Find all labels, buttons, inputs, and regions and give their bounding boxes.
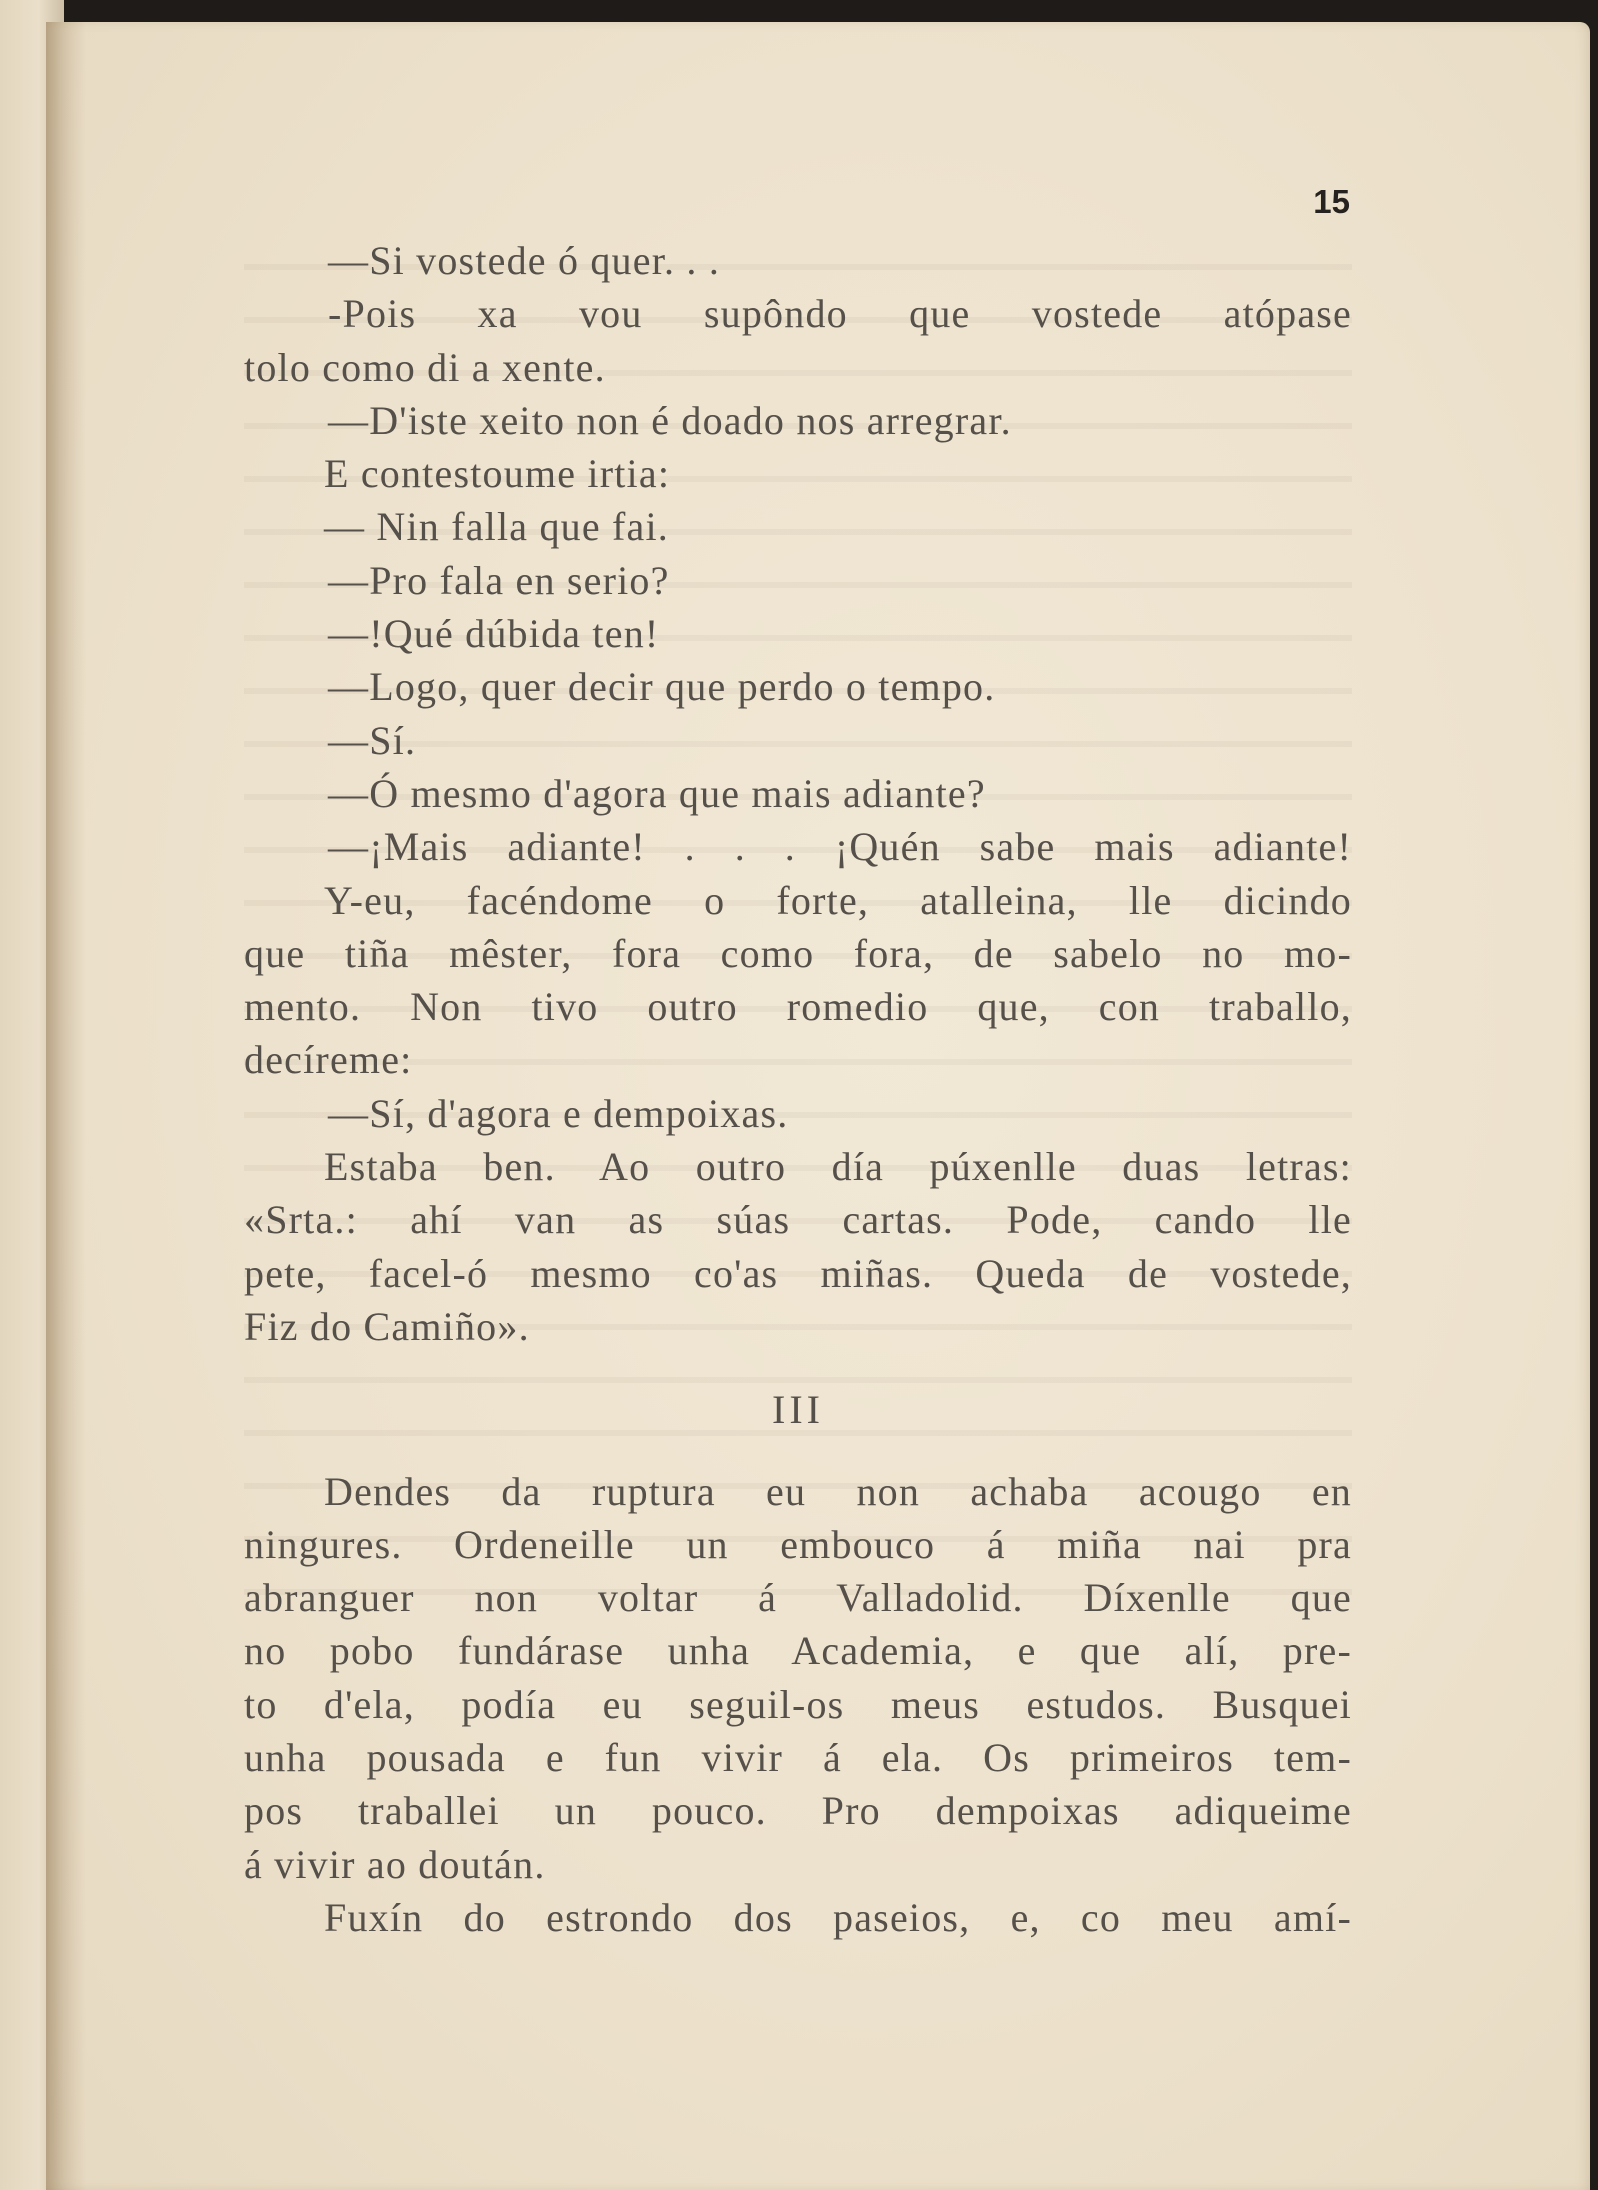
text-line: pete, facel-ó mesmo co'as miñas. Queda de vostede, — [244, 1250, 1352, 1296]
text-line: Y-eu, facéndome o forte, atalleina, lle dicindo — [324, 877, 1352, 923]
text-line: no pobo fundárase unha Academia, e que alí, pre- — [244, 1628, 1352, 1674]
text-line: — Nin falla que fai. — [324, 504, 669, 550]
text-line: Dendes da ruptura eu non achaba acougo en — [324, 1468, 1352, 1514]
text-line: —Ó mesmo d'agora que mais adiante? — [328, 770, 986, 816]
gutter-shadow — [46, 22, 86, 2190]
page-text — [244, 234, 1352, 1944]
text-line: abranguer non voltar á Valladolid. Díxenlle que — [244, 1575, 1352, 1621]
text-line: —Logo, quer decir que perdo o tempo. — [328, 664, 996, 710]
text-line: pos traballei un pouco. Pro dempoixas adiqueime — [244, 1788, 1352, 1834]
text-line: mento. Non tivo outro romedio que, con traballo, — [244, 984, 1352, 1030]
text-line: Estaba ben. Ao outro día púxenlle duas letras: — [324, 1144, 1352, 1190]
text-line: —Sí, d'agora e dempoixas. — [328, 1090, 789, 1136]
text-line: —Pro fala en serio? — [328, 557, 670, 603]
text-line: decíreme: — [244, 1037, 413, 1083]
text-line: to d'ela, podía eu seguil-os meus estudos. Busquei — [244, 1681, 1352, 1727]
text-line: unha pousada e fun vivir á ela. Os primeiros tem- — [244, 1735, 1352, 1781]
text-line: á vivir ao doután. — [244, 1841, 546, 1887]
text-line: Fuxín do estrondo dos paseios, e, co meu amí- — [324, 1894, 1352, 1940]
text-line: «Srta.: ahí van as súas cartas. Pode, cando lle — [244, 1197, 1352, 1243]
text-line: E contestoume irtia: — [324, 451, 671, 497]
text-line: —!Qué dúbida ten! — [328, 611, 660, 657]
page-number: 15 — [1313, 183, 1350, 220]
section-heading: III — [772, 1387, 824, 1433]
text-line: que tiña mêster, fora como fora, de sabelo no mo- — [244, 930, 1352, 976]
text-line: —Si vostede ó quer. . . — [328, 238, 721, 283]
text-line: ningures. Ordeneille un embouco á miña nai pra — [244, 1521, 1352, 1567]
text-line: Fiz do Camiño». — [244, 1303, 530, 1349]
text-line: tolo como di a xente. — [244, 344, 606, 390]
text-line: —Sí. — [328, 717, 417, 763]
text-line: -Pois xa vou supôndo que vostede atópase — [328, 291, 1352, 337]
text-line: —¡Mais adiante! . . . ¡Quén sabe mais adiante! — [328, 824, 1352, 870]
text-line: —D'iste xeito non é doado nos arregrar. — [328, 397, 1012, 443]
